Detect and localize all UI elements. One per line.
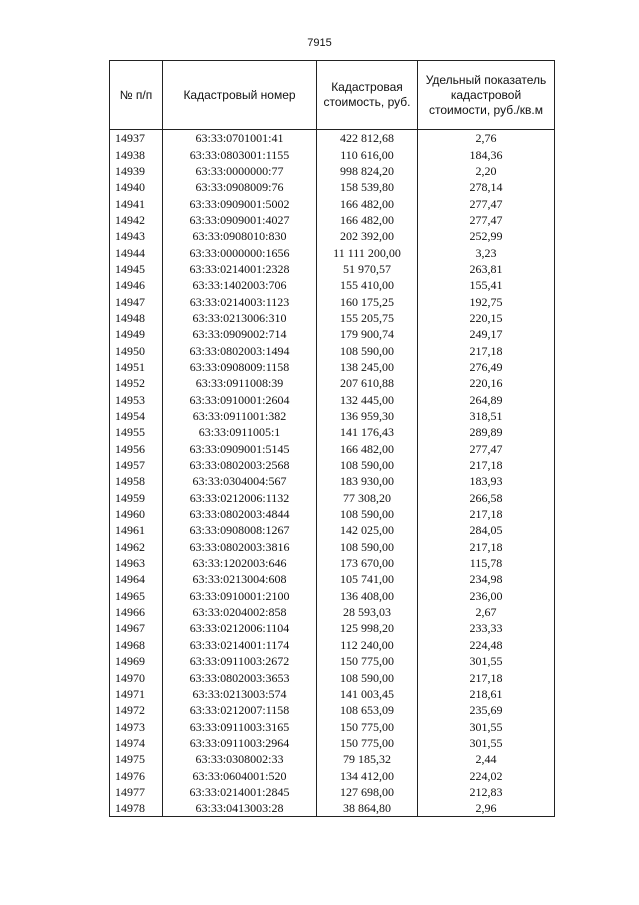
table-row [110, 392, 555, 408]
cadastral-number-cell: 63:33:0214003:1123 [163, 293, 317, 309]
cadastral-cost-cell: 150 775,00 [317, 718, 418, 734]
table-row [110, 767, 555, 783]
cadastral-cost-cell: 134 412,00 [317, 767, 418, 783]
table-row [110, 424, 555, 440]
specific-indicator-cell: 2,76 [418, 130, 555, 147]
cadastral-cost-cell: 136 408,00 [317, 588, 418, 604]
cadastral-cost-cell: 108 653,09 [317, 702, 418, 718]
cadastral-number-cell: 63:33:0413003:28 [163, 800, 317, 817]
row-number-cell: 14955 [110, 424, 163, 440]
header-specific-indicator: Удельный показатель кадастровой стоимости, руб./кв.м [418, 61, 555, 130]
cadastral-number-cell: 63:33:0909002:714 [163, 326, 317, 342]
table-row [110, 195, 555, 211]
cadastral-cost-cell: 166 482,00 [317, 441, 418, 457]
specific-indicator-cell: 277,47 [418, 195, 555, 211]
table-header [110, 61, 555, 130]
table-row [110, 342, 555, 358]
cadastral-number-cell: 63:33:0000000:1656 [163, 244, 317, 260]
row-number-cell: 14957 [110, 457, 163, 473]
table-row [110, 604, 555, 620]
row-number-cell: 14950 [110, 342, 163, 358]
cadastral-number-cell: 63:33:0214001:1174 [163, 637, 317, 653]
cadastral-number-cell: 63:33:0911003:3165 [163, 718, 317, 734]
row-number-cell: 14965 [110, 588, 163, 604]
specific-indicator-cell: 2,67 [418, 604, 555, 620]
specific-indicator-cell: 2,44 [418, 751, 555, 767]
row-number-cell: 14961 [110, 522, 163, 538]
specific-indicator-cell: 192,75 [418, 293, 555, 309]
cadastral-number-cell: 63:33:0909001:5145 [163, 441, 317, 457]
specific-indicator-cell: 236,00 [418, 588, 555, 604]
cadastral-number-cell: 63:33:0212007:1158 [163, 702, 317, 718]
table-row [110, 408, 555, 424]
cadastral-cost-cell: 142 025,00 [317, 522, 418, 538]
row-number-cell: 14960 [110, 506, 163, 522]
header-row [110, 61, 555, 130]
cadastral-cost-cell: 108 590,00 [317, 457, 418, 473]
specific-indicator-cell: 212,83 [418, 784, 555, 800]
row-number-cell: 14952 [110, 375, 163, 391]
row-number-cell: 14971 [110, 686, 163, 702]
table-row [110, 718, 555, 734]
cadastral-cost-cell: 28 593,03 [317, 604, 418, 620]
row-number-cell: 14962 [110, 539, 163, 555]
cadastral-number-cell: 63:33:0911001:382 [163, 408, 317, 424]
row-number-cell: 14940 [110, 179, 163, 195]
specific-indicator-cell: 318,51 [418, 408, 555, 424]
table-row [110, 310, 555, 326]
cadastral-number-cell: 63:33:0214001:2328 [163, 261, 317, 277]
specific-indicator-cell: 115,78 [418, 555, 555, 571]
specific-indicator-cell: 217,18 [418, 539, 555, 555]
table-row [110, 490, 555, 506]
cadastral-number-cell: 63:33:0212006:1104 [163, 620, 317, 636]
row-number-cell: 14943 [110, 228, 163, 244]
specific-indicator-cell: 276,49 [418, 359, 555, 375]
row-number-cell: 14951 [110, 359, 163, 375]
cadastral-number-cell: 63:33:0304004:567 [163, 473, 317, 489]
row-number-cell: 14967 [110, 620, 163, 636]
cadastral-cost-cell: 155 205,75 [317, 310, 418, 326]
cadastral-cost-cell: 141 176,43 [317, 424, 418, 440]
table-row [110, 293, 555, 309]
specific-indicator-cell: 264,89 [418, 392, 555, 408]
table-row [110, 212, 555, 228]
cadastral-cost-cell: 166 482,00 [317, 195, 418, 211]
cadastral-cost-cell: 160 175,25 [317, 293, 418, 309]
specific-indicator-cell: 2,20 [418, 163, 555, 179]
cadastral-number-cell: 63:33:0802003:3816 [163, 539, 317, 555]
cadastral-number-cell: 63:33:0910001:2604 [163, 392, 317, 408]
table-row [110, 457, 555, 473]
row-number-cell: 14944 [110, 244, 163, 260]
table-row [110, 359, 555, 375]
cadastral-number-cell: 63:33:1202003:646 [163, 555, 317, 571]
table-row [110, 179, 555, 195]
specific-indicator-cell: 289,89 [418, 424, 555, 440]
cadastral-number-cell: 63:33:0910001:2100 [163, 588, 317, 604]
row-number-cell: 14949 [110, 326, 163, 342]
cadastral-number-cell: 63:33:0213006:310 [163, 310, 317, 326]
specific-indicator-cell: 220,16 [418, 375, 555, 391]
cadastral-number-cell: 63:33:0911003:2964 [163, 735, 317, 751]
cadastral-cost-cell: 422 812,68 [317, 130, 418, 147]
cadastral-number-cell: 63:33:0802003:4844 [163, 506, 317, 522]
table-row [110, 539, 555, 555]
specific-indicator-cell: 301,55 [418, 718, 555, 734]
cadastral-number-cell: 63:33:0213004:608 [163, 571, 317, 587]
row-number-cell: 14938 [110, 146, 163, 162]
row-number-cell: 14976 [110, 767, 163, 783]
table-row [110, 522, 555, 538]
specific-indicator-cell: 235,69 [418, 702, 555, 718]
table-row [110, 326, 555, 342]
row-number-cell: 14977 [110, 784, 163, 800]
table-row [110, 735, 555, 751]
header-cadastral-number: Кадастровый номер [163, 61, 317, 130]
cadastral-cost-cell: 79 185,32 [317, 751, 418, 767]
cadastral-cost-cell: 158 539,80 [317, 179, 418, 195]
cadastral-cost-cell: 141 003,45 [317, 686, 418, 702]
cadastral-number-cell: 63:33:0308002:33 [163, 751, 317, 767]
row-number-cell: 14941 [110, 195, 163, 211]
cadastral-number-cell: 63:33:0908008:1267 [163, 522, 317, 538]
cadastral-cost-cell: 125 998,20 [317, 620, 418, 636]
table-row [110, 441, 555, 457]
specific-indicator-cell: 301,55 [418, 653, 555, 669]
row-number-cell: 14973 [110, 718, 163, 734]
cadastral-number-cell: 63:33:0908009:1158 [163, 359, 317, 375]
specific-indicator-cell: 3,23 [418, 244, 555, 260]
cadastral-cost-cell: 108 590,00 [317, 539, 418, 555]
table-row [110, 653, 555, 669]
table-row [110, 669, 555, 685]
cadastral-number-cell: 63:33:0604001:520 [163, 767, 317, 783]
row-number-cell: 14970 [110, 669, 163, 685]
specific-indicator-cell: 277,47 [418, 212, 555, 228]
table-row [110, 588, 555, 604]
specific-indicator-cell: 277,47 [418, 441, 555, 457]
table-row [110, 571, 555, 587]
specific-indicator-cell: 263,81 [418, 261, 555, 277]
specific-indicator-cell: 220,15 [418, 310, 555, 326]
cadastral-number-cell: 63:33:0909001:4027 [163, 212, 317, 228]
header-cadastral-cost: Кадастровая стоимость, руб. [317, 61, 418, 130]
cadastral-number-cell: 63:33:0212006:1132 [163, 490, 317, 506]
cadastral-cost-cell: 138 245,00 [317, 359, 418, 375]
table-row [110, 784, 555, 800]
row-number-cell: 14966 [110, 604, 163, 620]
cadastral-number-cell: 63:33:0908010:830 [163, 228, 317, 244]
cadastral-number-cell: 63:33:0701001:41 [163, 130, 317, 147]
specific-indicator-cell: 217,18 [418, 342, 555, 358]
cadastral-cost-cell: 202 392,00 [317, 228, 418, 244]
row-number-cell: 14975 [110, 751, 163, 767]
row-number-cell: 14947 [110, 293, 163, 309]
table-row [110, 800, 555, 817]
row-number-cell: 14963 [110, 555, 163, 571]
cadastral-number-cell: 63:33:0213003:574 [163, 686, 317, 702]
row-number-cell: 14942 [110, 212, 163, 228]
cadastral-cost-cell: 108 590,00 [317, 342, 418, 358]
specific-indicator-cell: 2,96 [418, 800, 555, 817]
cadastral-number-cell: 63:33:0204002:858 [163, 604, 317, 620]
specific-indicator-cell: 233,33 [418, 620, 555, 636]
cadastral-cost-cell: 155 410,00 [317, 277, 418, 293]
specific-indicator-cell: 266,58 [418, 490, 555, 506]
row-number-cell: 14974 [110, 735, 163, 751]
row-number-cell: 14954 [110, 408, 163, 424]
cadastral-cost-cell: 112 240,00 [317, 637, 418, 653]
cadastral-cost-cell: 207 610,88 [317, 375, 418, 391]
row-number-cell: 14948 [110, 310, 163, 326]
row-number-cell: 14939 [110, 163, 163, 179]
cadastral-cost-cell: 150 775,00 [317, 653, 418, 669]
cadastral-cost-cell: 173 670,00 [317, 555, 418, 571]
specific-indicator-cell: 252,99 [418, 228, 555, 244]
table-row [110, 506, 555, 522]
cadastral-cost-cell: 136 959,30 [317, 408, 418, 424]
specific-indicator-cell: 217,18 [418, 669, 555, 685]
specific-indicator-cell: 284,05 [418, 522, 555, 538]
specific-indicator-cell: 301,55 [418, 735, 555, 751]
cadastral-number-cell: 63:33:0802003:3653 [163, 669, 317, 685]
cadastral-number-cell: 63:33:0911003:2672 [163, 653, 317, 669]
row-number-cell: 14964 [110, 571, 163, 587]
cadastral-number-cell: 63:33:0908009:76 [163, 179, 317, 195]
specific-indicator-cell: 234,98 [418, 571, 555, 587]
table-row [110, 130, 555, 147]
cadastral-cost-cell: 166 482,00 [317, 212, 418, 228]
cadastral-cost-cell: 51 970,57 [317, 261, 418, 277]
table-row [110, 620, 555, 636]
cadastral-cost-cell: 108 590,00 [317, 669, 418, 685]
cadastral-number-cell: 63:33:1402003:706 [163, 277, 317, 293]
specific-indicator-cell: 224,48 [418, 637, 555, 653]
cadastral-number-cell: 63:33:0214001:2845 [163, 784, 317, 800]
row-number-cell: 14972 [110, 702, 163, 718]
row-number-cell: 14958 [110, 473, 163, 489]
table-body [110, 130, 555, 817]
cadastral-number-cell: 63:33:0802003:2568 [163, 457, 317, 473]
specific-indicator-cell: 224,02 [418, 767, 555, 783]
cadastral-cost-cell: 77 308,20 [317, 490, 418, 506]
table-row [110, 751, 555, 767]
cadastral-number-cell: 63:33:0802003:1494 [163, 342, 317, 358]
row-number-cell: 14969 [110, 653, 163, 669]
cadastral-cost-cell: 110 616,00 [317, 146, 418, 162]
table-row [110, 277, 555, 293]
table-row [110, 146, 555, 162]
specific-indicator-cell: 183,93 [418, 473, 555, 489]
table-row [110, 244, 555, 260]
specific-indicator-cell: 217,18 [418, 506, 555, 522]
cadastral-number-cell: 63:33:0803001:1155 [163, 146, 317, 162]
cadastral-cost-cell: 108 590,00 [317, 506, 418, 522]
row-number-cell: 14937 [110, 130, 163, 147]
table-row [110, 473, 555, 489]
cadastral-cost-cell: 183 930,00 [317, 473, 418, 489]
cadastral-cost-cell: 127 698,00 [317, 784, 418, 800]
cadastral-cost-cell: 998 824,20 [317, 163, 418, 179]
page-number: 7915 [307, 37, 332, 49]
specific-indicator-cell: 217,18 [418, 457, 555, 473]
specific-indicator-cell: 278,14 [418, 179, 555, 195]
table-row [110, 555, 555, 571]
cadastral-number-cell: 63:33:0911005:1 [163, 424, 317, 440]
row-number-cell: 14978 [110, 800, 163, 817]
cadastral-cost-cell: 11 111 200,00 [317, 244, 418, 260]
table-row [110, 261, 555, 277]
row-number-cell: 14968 [110, 637, 163, 653]
cadastral-cost-cell: 179 900,74 [317, 326, 418, 342]
specific-indicator-cell: 218,61 [418, 686, 555, 702]
cadastral-cost-cell: 38 864,80 [317, 800, 418, 817]
cadastral-number-cell: 63:33:0000000:77 [163, 163, 317, 179]
cadastral-cost-cell: 150 775,00 [317, 735, 418, 751]
cadastral-cost-cell: 105 741,00 [317, 571, 418, 587]
table-row [110, 163, 555, 179]
cadastral-table [109, 60, 555, 817]
header-num: № п/п [110, 61, 163, 130]
row-number-cell: 14953 [110, 392, 163, 408]
specific-indicator-cell: 249,17 [418, 326, 555, 342]
specific-indicator-cell: 184,36 [418, 146, 555, 162]
specific-indicator-cell: 155,41 [418, 277, 555, 293]
row-number-cell: 14946 [110, 277, 163, 293]
table-row [110, 637, 555, 653]
row-number-cell: 14959 [110, 490, 163, 506]
cadastral-number-cell: 63:33:0909001:5002 [163, 195, 317, 211]
table-row [110, 686, 555, 702]
cadastral-cost-cell: 132 445,00 [317, 392, 418, 408]
row-number-cell: 14945 [110, 261, 163, 277]
table-row [110, 228, 555, 244]
table-row [110, 702, 555, 718]
cadastral-number-cell: 63:33:0911008:39 [163, 375, 317, 391]
table-row [110, 375, 555, 391]
row-number-cell: 14956 [110, 441, 163, 457]
